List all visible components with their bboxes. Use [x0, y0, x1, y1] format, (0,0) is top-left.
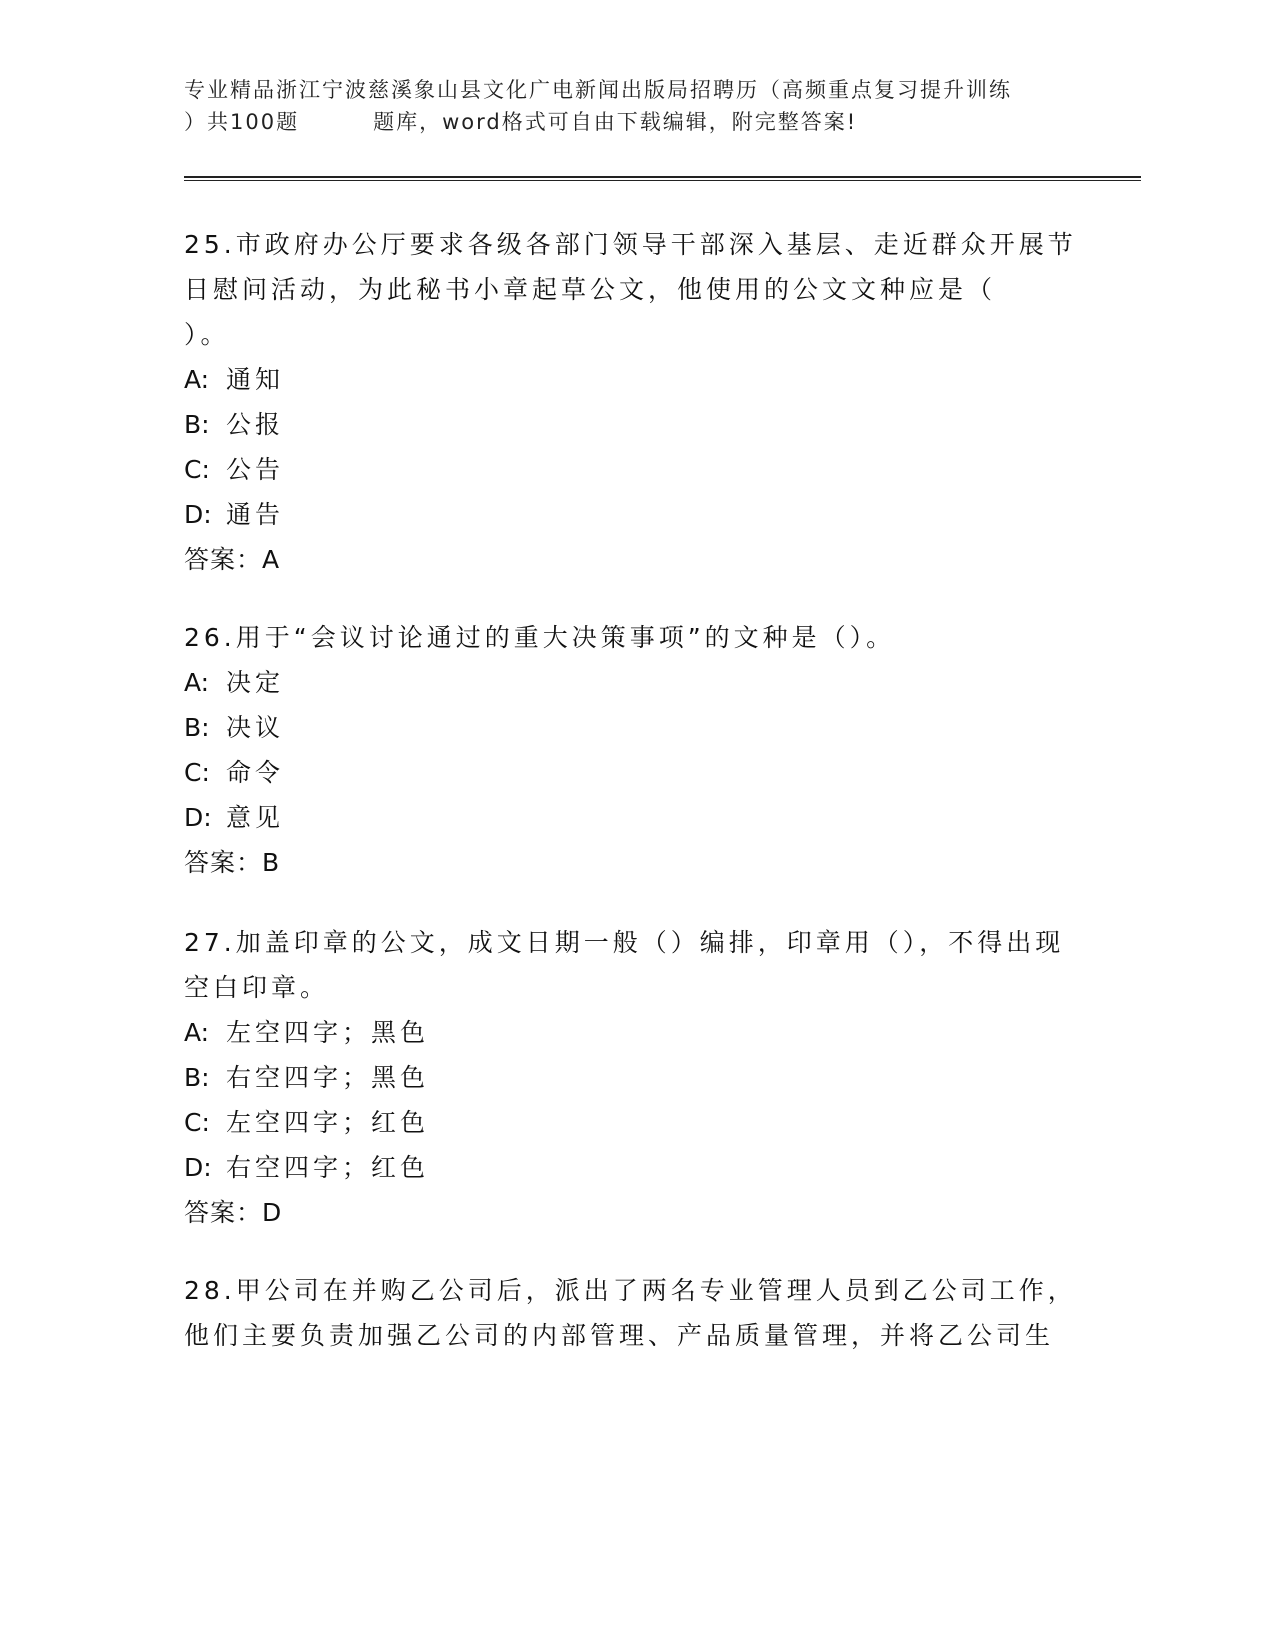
question-text-line: 日慰问活动，为此秘书小章起草公文，他使用的公文文种应是（ [184, 275, 997, 304]
option-letter: B: [184, 713, 210, 742]
header-divider-thick [184, 176, 1141, 178]
option-text: 左空四字；黑色 [226, 1018, 430, 1047]
question-27 [184, 920, 1084, 1235]
option-c [184, 1100, 1084, 1145]
question-text-line: 27.加盖印章的公文，成文日期一般（）编排，印章用（），不得出现 [184, 928, 1065, 957]
answer-line: 答案：A [184, 545, 281, 574]
option-text: 决议 [226, 713, 285, 742]
answer-line: 答案：B [184, 848, 281, 877]
option-b [184, 402, 1084, 447]
option-d [184, 795, 1084, 840]
answer-line: 答案：D [184, 1198, 283, 1227]
option-text: 右空四字；黑色 [226, 1063, 430, 1092]
header-line-1: 专业精品浙江宁波慈溪象山县文化广电新闻出版局招聘历（高频重点复习提升训练 [184, 78, 1012, 102]
question-text-line: 26.用于“会议讨论通过的重大决策事项”的文种是（）。 [184, 623, 896, 652]
question-25 [184, 222, 1084, 582]
option-a [184, 357, 1084, 402]
option-text: 通告 [226, 500, 285, 529]
option-text: 命令 [226, 758, 285, 787]
option-letter: D: [184, 1153, 212, 1182]
option-letter: B: [184, 410, 210, 439]
question-text-line: 25.市政府办公厅要求各级各部门领导干部深入基层、走近群众开展节 [184, 230, 1077, 259]
option-text: 决定 [226, 668, 285, 697]
option-a [184, 1010, 1084, 1055]
option-letter: C: [184, 758, 210, 787]
option-letter: C: [184, 1108, 210, 1137]
option-a [184, 660, 1084, 705]
question-text-line: 空白印章。 [184, 973, 330, 1002]
option-letter: A: [184, 365, 210, 394]
header-line-2-part-1: ）共100题 [184, 110, 300, 134]
option-text: 意见 [226, 803, 285, 832]
option-letter: A: [184, 668, 210, 697]
question-text-line: ）。 [184, 320, 230, 349]
option-text: 左空四字；红色 [226, 1108, 430, 1137]
option-text: 公报 [226, 410, 285, 439]
option-b [184, 705, 1084, 750]
header-line-2-part-2: 题库，word格式可自由下载编辑，附完整答案! [373, 110, 858, 134]
option-text: 公告 [226, 455, 285, 484]
option-b [184, 1055, 1084, 1100]
option-letter: A: [184, 1018, 210, 1047]
option-c [184, 750, 1084, 795]
page-header [184, 74, 1104, 138]
header-divider-thin [184, 180, 1141, 181]
question-text-line: 28.甲公司在并购乙公司后，派出了两名专业管理人员到乙公司工作， [184, 1276, 1077, 1305]
option-letter: D: [184, 500, 212, 529]
option-c [184, 447, 1084, 492]
option-d [184, 1145, 1084, 1190]
header-line-2 [184, 106, 1104, 138]
question-text-line: 他们主要负责加强乙公司的内部管理、产品质量管理，并将乙公司生 [184, 1321, 1055, 1350]
option-letter: C: [184, 455, 210, 484]
question-28 [184, 1268, 1084, 1358]
option-d [184, 492, 1084, 537]
option-letter: D: [184, 803, 212, 832]
question-26 [184, 615, 1084, 885]
option-letter: B: [184, 1063, 210, 1092]
option-text: 右空四字；红色 [226, 1153, 430, 1182]
option-text: 通知 [226, 365, 285, 394]
